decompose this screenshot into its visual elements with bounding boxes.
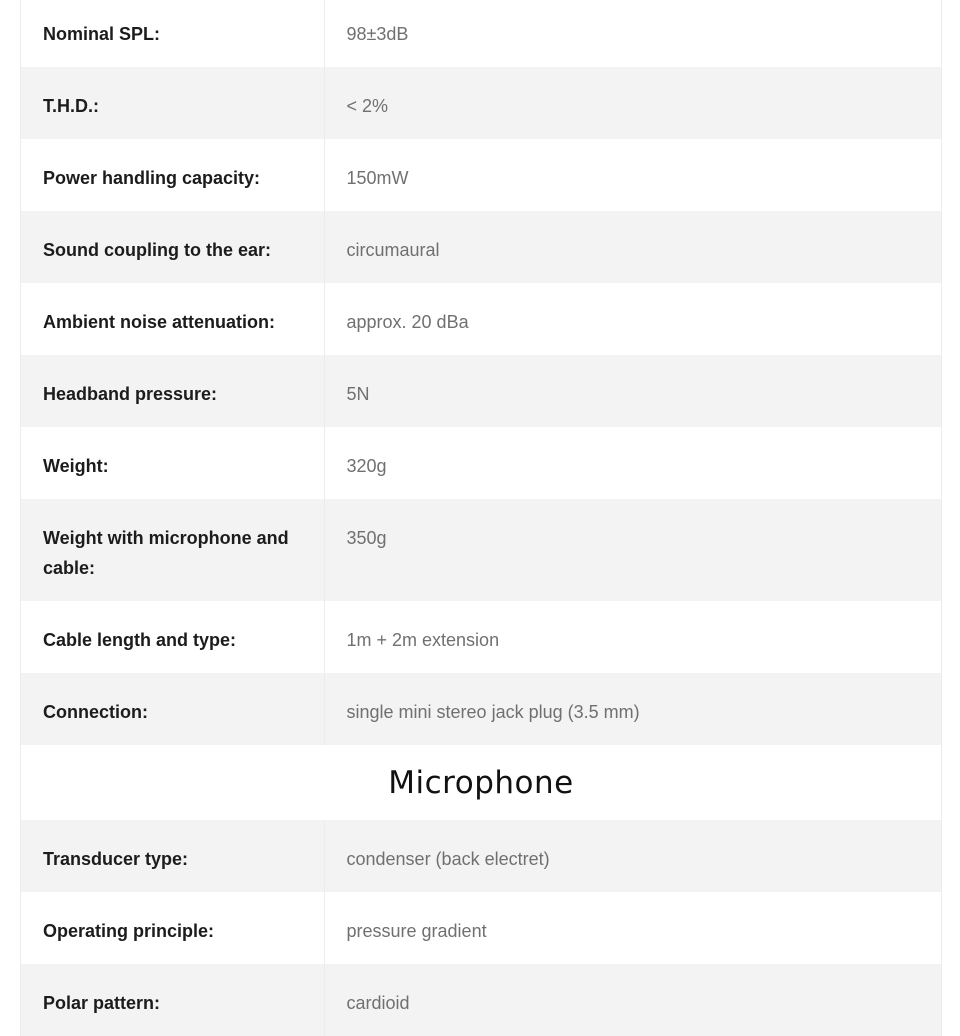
table-row bbox=[21, 499, 941, 601]
spec-value: 5N bbox=[346, 384, 370, 404]
headphone-specs-table bbox=[21, 0, 941, 1036]
table-row bbox=[21, 355, 941, 427]
spec-value: circumaural bbox=[346, 240, 440, 260]
spec-label: Transducer type: bbox=[21, 820, 324, 892]
spec-label: Polar pattern: bbox=[21, 964, 324, 1036]
spec-label: Ambient noise attenuation: bbox=[21, 283, 324, 355]
table-row bbox=[21, 139, 941, 211]
table-row bbox=[21, 0, 941, 67]
spec-label: Weight with microphone and cable: bbox=[21, 499, 324, 601]
spec-label: Power handling capacity: bbox=[21, 139, 324, 211]
table-row bbox=[21, 427, 941, 499]
spec-value: single mini stereo jack plug (3.5 mm) bbox=[346, 702, 640, 722]
spec-value: 1m + 2m extension bbox=[346, 630, 500, 650]
spec-value: 150mW bbox=[346, 168, 409, 188]
section-heading-row bbox=[21, 745, 941, 820]
table-row bbox=[21, 283, 941, 355]
spec-value: 350g bbox=[346, 528, 387, 548]
spec-label: Connection: bbox=[21, 673, 324, 745]
spec-label: Operating principle: bbox=[21, 892, 324, 964]
spec-sheet bbox=[20, 0, 942, 1036]
spec-value: condenser (back electret) bbox=[346, 849, 550, 869]
table-row bbox=[21, 820, 941, 892]
spec-label: Sound coupling to the ear: bbox=[21, 211, 324, 283]
table-row bbox=[21, 601, 941, 673]
spec-value: approx. 20 dBa bbox=[346, 312, 469, 332]
table-row bbox=[21, 67, 941, 139]
spec-label: Weight: bbox=[21, 427, 324, 499]
table-row bbox=[21, 964, 941, 1036]
table-row bbox=[21, 892, 941, 964]
spec-label: Headband pressure: bbox=[21, 355, 324, 427]
spec-value: cardioid bbox=[346, 993, 410, 1013]
section-heading: Microphone bbox=[388, 764, 574, 801]
spec-label: Cable length and type: bbox=[21, 601, 324, 673]
spec-label: T.H.D.: bbox=[21, 67, 324, 139]
spec-label: Nominal SPL: bbox=[21, 0, 324, 67]
table-row bbox=[21, 211, 941, 283]
spec-value: 98±3dB bbox=[346, 24, 409, 44]
spec-value: pressure gradient bbox=[346, 921, 487, 941]
spec-value: < 2% bbox=[346, 96, 389, 116]
table-row bbox=[21, 673, 941, 745]
spec-value: 320g bbox=[346, 456, 387, 476]
